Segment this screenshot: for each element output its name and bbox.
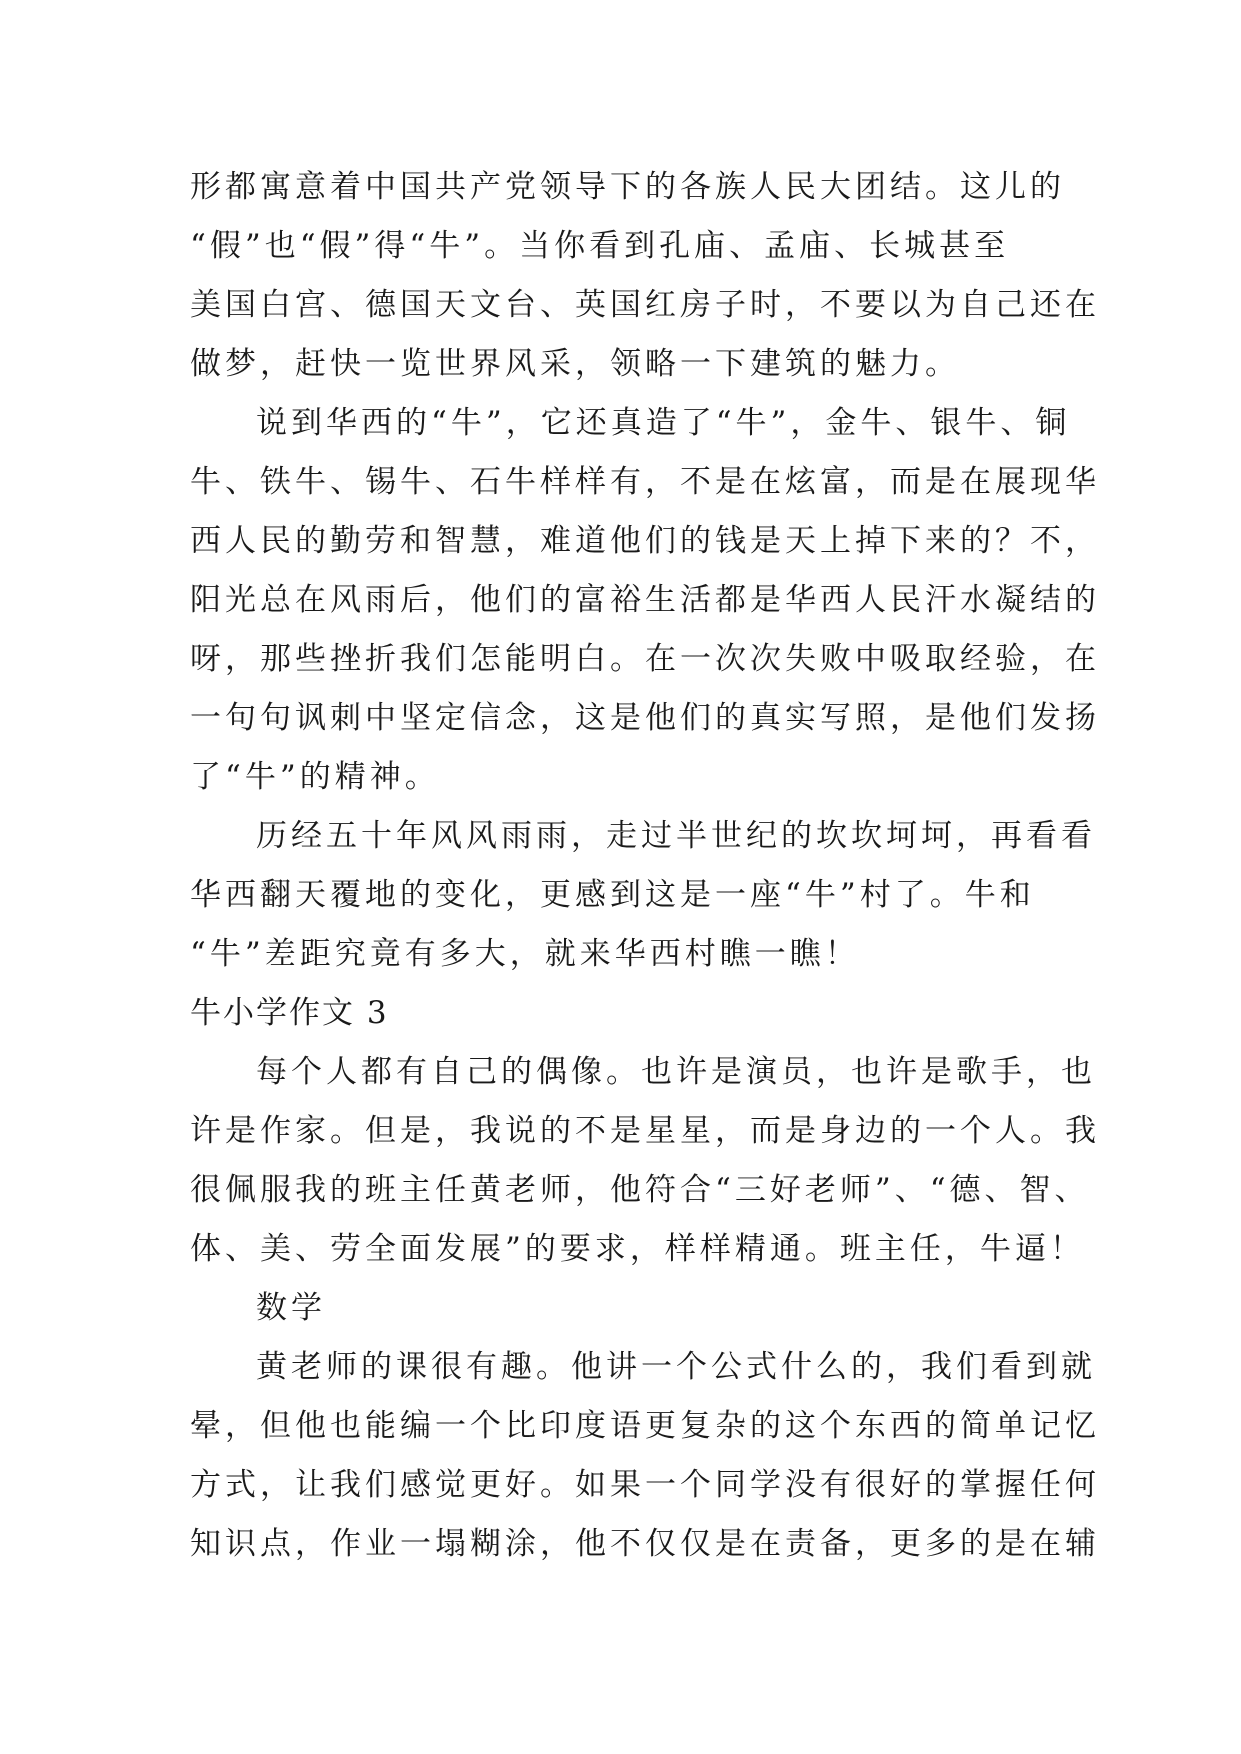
text-line: 知识点，作业一塌糊涂，他不仅仅是在责备，更多的是在辅 bbox=[190, 1526, 1100, 1562]
text-line: 许是作家。但是，我说的不是星星，而是身边的一个人。我 bbox=[190, 1113, 1100, 1149]
text-line: 西人民的勤劳和智慧，难道他们的钱是天上掉下来的？不， bbox=[190, 523, 1100, 559]
text-line: 形都寓意着中国共产党领导下的各族人民大团结。这儿的 bbox=[190, 169, 1065, 205]
text-line: 阳光总在风雨后，他们的富裕生活都是华西人民汗水凝结的 bbox=[190, 582, 1100, 618]
text-line: 华西翻天覆地的变化，更感到这是一座“牛”村了。牛和 bbox=[190, 877, 1035, 913]
text-line: 体、美、劳全面发展”的要求，样样精通。班主任，牛逼！ bbox=[190, 1231, 1085, 1267]
text-line: 一句句讽刺中坚定信念，这是他们的真实写照，是他们发扬 bbox=[190, 700, 1100, 736]
text-line: 很佩服我的班主任黄老师，他符合“三好老师”、“德、智、 bbox=[190, 1172, 1090, 1208]
text-line: “牛”差距究竟有多大，就来华西村瞧一瞧！ bbox=[190, 936, 860, 972]
text-line: 方式，让我们感觉更好。如果一个同学没有很好的掌握任何 bbox=[190, 1467, 1100, 1503]
paragraph-first-line: 说到华西的“牛”，它还真造了“牛”，金牛、银牛、铜 bbox=[256, 405, 1071, 441]
text-line: 牛、铁牛、锡牛、石牛样样有，不是在炫富，而是在展现华 bbox=[190, 464, 1100, 500]
subheading: 数学 bbox=[256, 1290, 326, 1326]
paragraph-first-line: 黄老师的课很有趣。他讲一个公式什么的，我们看到就 bbox=[256, 1349, 1096, 1385]
text-line: 美国白宫、德国天文台、英国红房子时，不要以为自己还在 bbox=[190, 287, 1100, 323]
text-line: 了“牛”的精神。 bbox=[190, 759, 440, 795]
section-heading: 牛小学作文 3 bbox=[190, 995, 389, 1031]
paragraph-first-line: 每个人都有自己的偶像。也许是演员，也许是歌手，也 bbox=[256, 1054, 1096, 1090]
paragraph-first-line: 历经五十年风风雨雨，走过半世纪的坎坎坷坷，再看看 bbox=[256, 818, 1096, 854]
text-line: “假”也“假”得“牛”。当你看到孔庙、孟庙、长城甚至 bbox=[190, 228, 1010, 264]
text-line: 晕，但他也能编一个比印度语更复杂的这个东西的简单记忆 bbox=[190, 1408, 1100, 1444]
text-line: 做梦，赶快一览世界风采，领略一下建筑的魅力。 bbox=[190, 346, 960, 382]
text-line: 呀，那些挫折我们怎能明白。在一次次失败中吸取经验，在 bbox=[190, 641, 1100, 677]
